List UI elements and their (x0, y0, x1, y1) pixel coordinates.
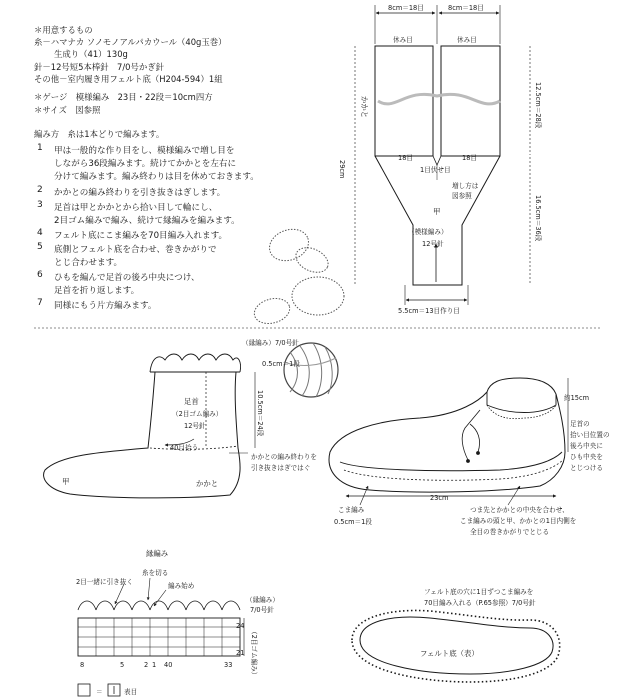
heel-label: かかと (360, 96, 369, 119)
join-note-2: こま編みの頭と甲、かかとの1目内側を (460, 517, 577, 525)
cactus-yarn-illustration (252, 224, 344, 397)
step-text: 足首は甲とかかとから拾い目して輪にし、 (54, 203, 218, 213)
sole-heel: かかと (196, 479, 219, 488)
felt-sole-labels (420, 587, 536, 658)
step-number: 1 (37, 143, 43, 153)
tie-note-2: 拾い目位置の (570, 431, 610, 439)
sole-instep: 甲 (62, 477, 70, 486)
step-number: 2 (37, 185, 43, 195)
step-text: とじ合わせます。 (54, 258, 123, 268)
materials-needles: 針－12号短5本棒針 7/0号かぎ針 (34, 62, 164, 72)
materials-other: その他－室内履き用フェルト底（H204-594）1組 (34, 74, 223, 84)
slipper-length: 23cm (430, 494, 449, 502)
col-5: 5 (120, 661, 125, 669)
edging-height: 0.5cm＝1段 (262, 360, 300, 368)
heel-finish-note-1: かかとの編み終わりを (251, 453, 317, 461)
edging-row-label: （縁編み） (246, 596, 279, 604)
ankle-diagram-labels (62, 338, 317, 488)
ankle-height: 10.5cm＝24段 (256, 390, 264, 437)
ankle-label: 足首 (184, 397, 199, 406)
step-text: しながら36段編みます。続けてかかとを左右に (54, 159, 237, 169)
increase-note-2: 図参照 (452, 192, 472, 200)
ankle-needle: 12号針 (184, 422, 206, 430)
felt-sole-label: フェルト底（表） (420, 649, 479, 658)
step-text: 甲は一般的な作り目をし、模様編みで増し目を (54, 146, 235, 156)
increase-note-1: 増し方は (452, 182, 479, 190)
col-40: 40 (164, 661, 173, 669)
edging-chart (78, 578, 244, 696)
pickup-label: 40目拾う (170, 444, 199, 452)
slip-together-label: 2目一緒に引き抜く (76, 578, 133, 586)
sole-note-2: 70目編み入れる（P.65参照）7/0号針 (424, 599, 536, 607)
materials-heading: ＊用意するもの (34, 25, 93, 35)
total-height: 29cm (338, 160, 346, 179)
step-number: 6 (37, 270, 43, 280)
row-24: 24 (236, 622, 245, 630)
edging-chart-labels (76, 549, 279, 696)
slipper-height: 約15cm (564, 394, 590, 402)
edging-hook-label: （縁編み）7/0号針 (242, 339, 299, 347)
step-text: 2目ゴム編みで編み、続けて縁編みを編みます。 (54, 216, 240, 226)
instep-label: 甲 (433, 207, 441, 216)
col-2: 2 (144, 661, 149, 669)
join-note-1: つま先とかかとの中央を合わせ、 (470, 506, 569, 514)
materials-yarn: 糸－ハマナカ ソノモノアルパカウール（40g玉巻） (34, 37, 227, 47)
pattern-label: （模様編み） (408, 228, 448, 236)
step-number: 4 (37, 228, 43, 238)
tie-note-1: 足首の (570, 420, 590, 428)
sole-note-1: フェルト底の穴に1目ずつこま編みを (424, 588, 534, 596)
step-text: ひもを編んで足首の後ろ中央につけ、 (54, 273, 200, 283)
edging-hook: 7/0号針 (250, 606, 274, 614)
tie-note-3: 後ろ中央に (570, 442, 603, 450)
size: ＊サイズ 図参照 (34, 105, 101, 115)
step-number: 7 (37, 298, 43, 308)
mid-left-stitches: 18目 (398, 154, 413, 162)
step-text: 同様にもう片方編みます。 (54, 301, 157, 311)
step-text: 分けて編みます。編み終わりは目を休めておきます。 (54, 172, 259, 182)
felt-sole-diagram (352, 610, 560, 682)
dim-left-width: 8cm＝18目 (388, 4, 424, 12)
col-8: 8 (80, 661, 85, 669)
rest-stitch-left: 休み目 (393, 36, 413, 44)
lower-height: 16.5cm＝36段 (534, 195, 542, 242)
tie-note-5: とじつける (570, 464, 603, 472)
step-text: 底側とフェルト底を合わせ、巻きかがりで (54, 245, 217, 255)
legend-knit: 表目 (124, 688, 138, 696)
bindoff-label: 1目伏せ目 (420, 166, 451, 174)
dim-right-width: 8cm＝18目 (448, 4, 484, 12)
rib-label: （2目ゴム編み） (172, 410, 223, 418)
cut-yarn-label: 糸を切る (142, 569, 169, 577)
step-text: フェルト底にこま編みを70目編み入れます。 (54, 231, 228, 241)
legend-equals: ＝ (96, 688, 103, 696)
materials-yarn-color: 生成り（41）130g (54, 49, 128, 59)
method-heading: 編み方 糸は1本どりで編みます。 (34, 129, 165, 139)
step-number: 5 (37, 242, 43, 252)
join-note-3: 全目の巻きかがりでとじる (470, 528, 550, 536)
heel-finish-note-2: 引き抜きはぎではぐ (251, 464, 311, 472)
step-text: 足首を折り返します。 (54, 286, 140, 296)
rib-row-label: （2目ゴム編み） (250, 628, 258, 679)
slipper-illustration (329, 378, 568, 505)
mid-right-stitches: 18目 (462, 154, 477, 162)
step-number: 3 (37, 200, 43, 210)
edging-title: 縁編み (146, 549, 169, 558)
single-crochet-label: こま編み (338, 506, 365, 514)
row-21: 21 (236, 649, 245, 657)
ankle-diagram (44, 354, 255, 498)
tie-note-4: ひも中央を (570, 453, 603, 461)
single-crochet-height: 0.5cm＝1段 (334, 518, 372, 526)
step-text: かかとの編み終わりを引き抜きはぎします。 (54, 188, 226, 198)
schematic-top (355, 5, 530, 305)
rest-stitch-right: 休み目 (457, 36, 477, 44)
upper-height: 12.5cm＝28段 (534, 82, 542, 129)
col-33: 33 (224, 661, 233, 669)
start-label: 編み始め (168, 582, 195, 590)
col-1: 1 (152, 661, 157, 669)
cast-on-label: 5.5cm＝13目作り目 (398, 307, 460, 315)
gauge: ＊ゲージ 模様編み 23目・22段＝10cm四方 (34, 92, 213, 102)
needle-label: 12号針 (422, 240, 444, 248)
